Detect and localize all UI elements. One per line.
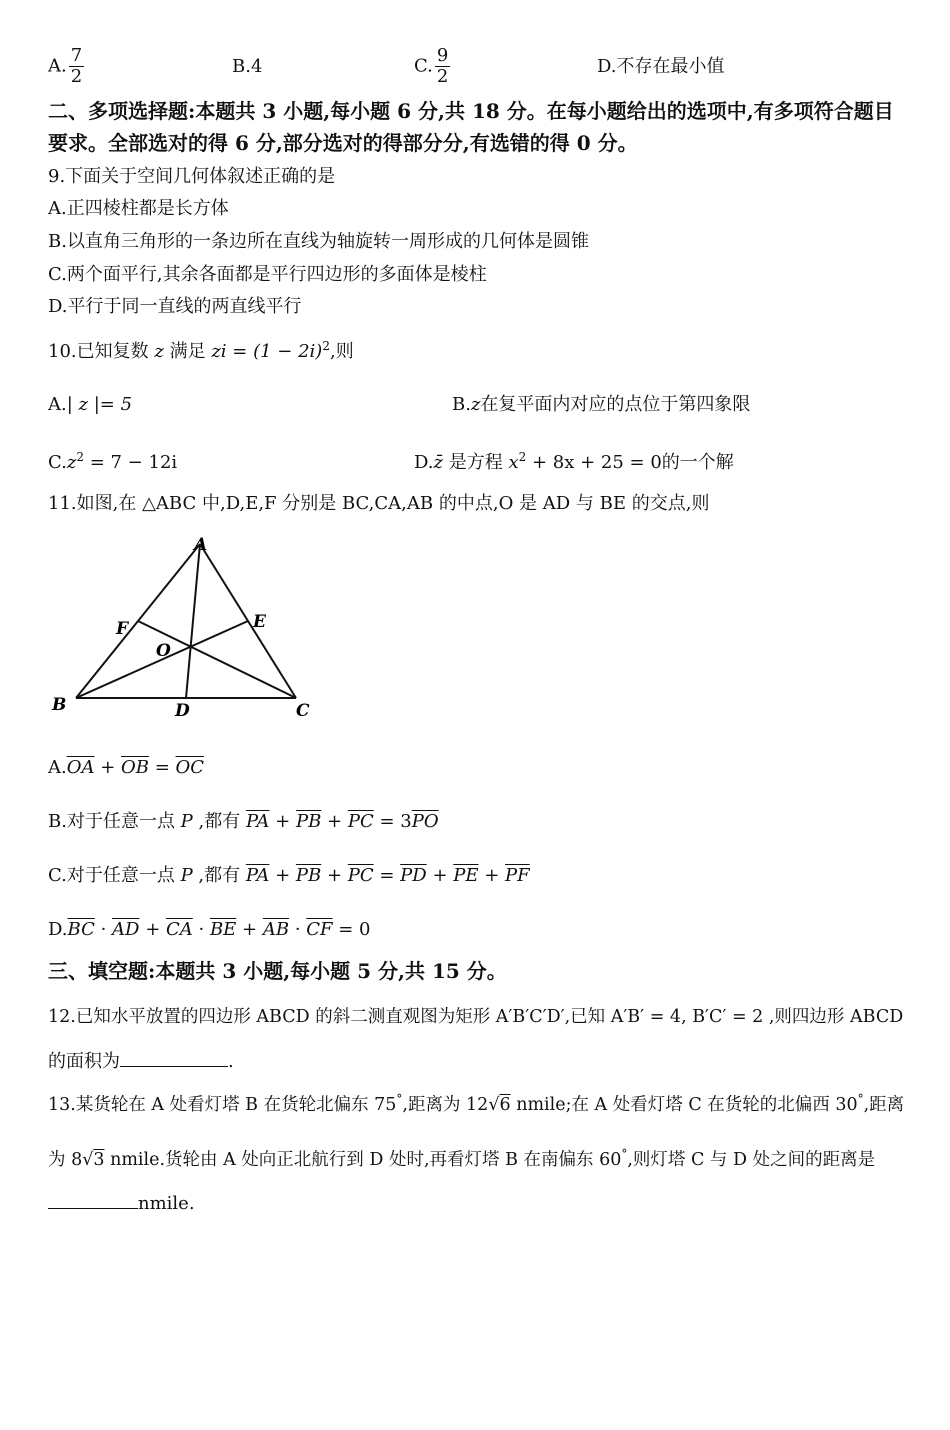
operator: = [149, 757, 176, 778]
q13-line2: 为 8√3 nmile.货轮由 A 处向正北航行到 D 处时,再看灯塔 B 在南偏东 60°,则灯塔 C 与 D 处之间的距离是 [48, 1147, 876, 1170]
vector-ab: $\overline{AB}$ [262, 919, 290, 940]
vector-expression [246, 811, 439, 832]
q9-option-c: C.两个面平行,其余各面都是平行四边形的多面体是棱柱 [48, 264, 487, 285]
section2-heading-line2: 要求。全部选对的得 6 分,部分选对的得部分分,有选错的得 0 分。 [48, 131, 638, 155]
sqrt-sign: √ [82, 1150, 94, 1170]
operator: + [94, 757, 122, 778]
q13-line3: nmile. [48, 1190, 195, 1215]
operator: + [321, 865, 348, 886]
vector-ca: $\overline{CA}$ [166, 919, 193, 940]
q9-option-a: A.正四棱柱都是长方体 [48, 198, 229, 219]
operator: + [269, 865, 296, 886]
answer-blank[interactable] [120, 1048, 228, 1067]
q9-stem: 9.下面关于空间几何体叙述正确的是 [48, 166, 336, 187]
q10-option-d: D.z̄ 是方程 $x^2 + 8x + 25 = 0$的一个解 [414, 450, 734, 473]
label-f: F [116, 619, 129, 639]
vector-pe: $\overline{PE}$ [453, 865, 479, 886]
vector-oa: $\overline{OA}$ [66, 757, 95, 778]
operator: = [373, 865, 401, 886]
q12-line2: 的面积为 . [48, 1048, 234, 1073]
q10-option-a: A.| z |= 5 [48, 394, 133, 415]
q13-line1: 13.某货轮在 A 处看灯塔 B 在货轮北偏东 75°,距离为 12√6 nmile;在 A 处看灯塔 C 在货轮的北偏西 30°,距离 [48, 1092, 905, 1115]
label-d: D [175, 701, 190, 721]
q11-option-c: C.对于任意一点 P ,都有 $\overline{PA} + \overline{PB} + \overline{PC} = \overline{PD} + \overline{PE} + \overline{PF}$ [48, 865, 530, 886]
vector-expression [68, 919, 371, 940]
q12-line1: 12.已知水平放置的四边形 ABCD 的斜二测直观图为矩形 A′B′C′D′,已知 A′B′ = 4, B′C′ = 2 ,则四边形 ABCD [48, 1007, 904, 1027]
q11-stem: 11.如图,在 △ABC 中,D,E,F 分别是 BC,CA,AB 的中点,O 是 AD 与 BE 的交点,则 [48, 493, 710, 514]
q9-option-b: B.以直角三角形的一条边所在直线为轴旋转一周形成的几何体是圆锥 [48, 231, 589, 252]
vector-pa: $\overline{PA}$ [245, 865, 270, 886]
vector-pa: $\overline{PA}$ [245, 811, 270, 832]
operator: + [236, 919, 263, 940]
q8-option-b: B.4 [232, 56, 263, 77]
q8-option-c: C. $\frac{9}{2}$ [414, 45, 449, 87]
vector-pb: $\overline{PB}$ [295, 811, 322, 832]
vector-po: $\overline{PO}$ [411, 811, 439, 832]
vector-pc: $\overline{PC}$ [347, 865, 374, 886]
vector-ob: $\overline{OB}$ [121, 757, 150, 778]
operator: + [426, 865, 454, 886]
q11-option-a: $A.\overline{OA} + \overline{OB} = \overline{OC}$ [48, 757, 205, 778]
operator: + [321, 811, 348, 832]
operator: · [192, 919, 210, 940]
label-c: C [296, 701, 310, 721]
q10-option-b: B.z在复平面内对应的点位于第四象限 [452, 394, 751, 415]
answer-blank[interactable] [48, 1190, 138, 1209]
q11-option-b: B.对于任意一点 P ,都有 $\overline{PA} + \overline{PB} + \overline{PC} = 3\overline{PO}$ [48, 811, 439, 832]
vector-pc: $\overline{PC}$ [347, 811, 374, 832]
fraction: $\frac{9}{2}$ [436, 45, 449, 87]
section2-heading-line1: 二、多项选择题:本题共 3 小题,每小题 6 分,共 18 分。在每小题给出的选项中,有多项符合题目 [48, 99, 894, 123]
section3-heading: 三、填空题:本题共 3 小题,每小题 5 分,共 15 分。 [48, 959, 507, 983]
operator: + [478, 865, 506, 886]
label-e: E [253, 612, 266, 632]
vector-ad: $\overline{AD}$ [112, 919, 140, 940]
sqrt-sign: √ [488, 1095, 500, 1115]
q10-stem: 10.已知复数 z 满足 zi = $(1 - 2i)^2$,则 [48, 339, 354, 362]
operator: · [94, 919, 113, 940]
operator: = 0 [332, 919, 371, 940]
label-a: A [194, 535, 208, 555]
vector-expression [67, 757, 204, 778]
q11-option-d: $D.\overline{BC} \cdot \overline{AD} + \overline{CA} \cdot \overline{BE} + \overline{AB} \cdot \overline{CF} = 0$ [48, 919, 371, 940]
vector-pd: $\overline{PD}$ [400, 865, 427, 886]
operator: + [139, 919, 166, 940]
q9-option-d: D.平行于同一直线的两直线平行 [48, 296, 302, 317]
operator: · [289, 919, 307, 940]
vector-be: $\overline{BE}$ [209, 919, 237, 940]
vector-pf: $\overline{PF}$ [505, 865, 530, 886]
vector-oc: $\overline{OC}$ [175, 757, 205, 778]
operator: + [269, 811, 296, 832]
median-ad [186, 544, 200, 698]
q8-option-a: A. $\frac{7}{2}$ [48, 45, 83, 87]
q10-option-c: $C.z^2 = 7 - 12i$ [48, 450, 178, 473]
fraction: $\frac{7}{2}$ [70, 45, 83, 87]
vector-cf: $\overline{CF}$ [306, 919, 333, 940]
q8-option-d: D.不存在最小值 [597, 56, 725, 77]
label-o: O [156, 641, 171, 661]
vector-bc: $\overline{BC}$ [67, 919, 95, 940]
vector-expression [246, 865, 530, 886]
vector-pb: $\overline{PB}$ [295, 865, 322, 886]
label-b: B [52, 695, 67, 715]
operator: = 3 [373, 811, 412, 832]
triangle-figure [44, 532, 324, 722]
